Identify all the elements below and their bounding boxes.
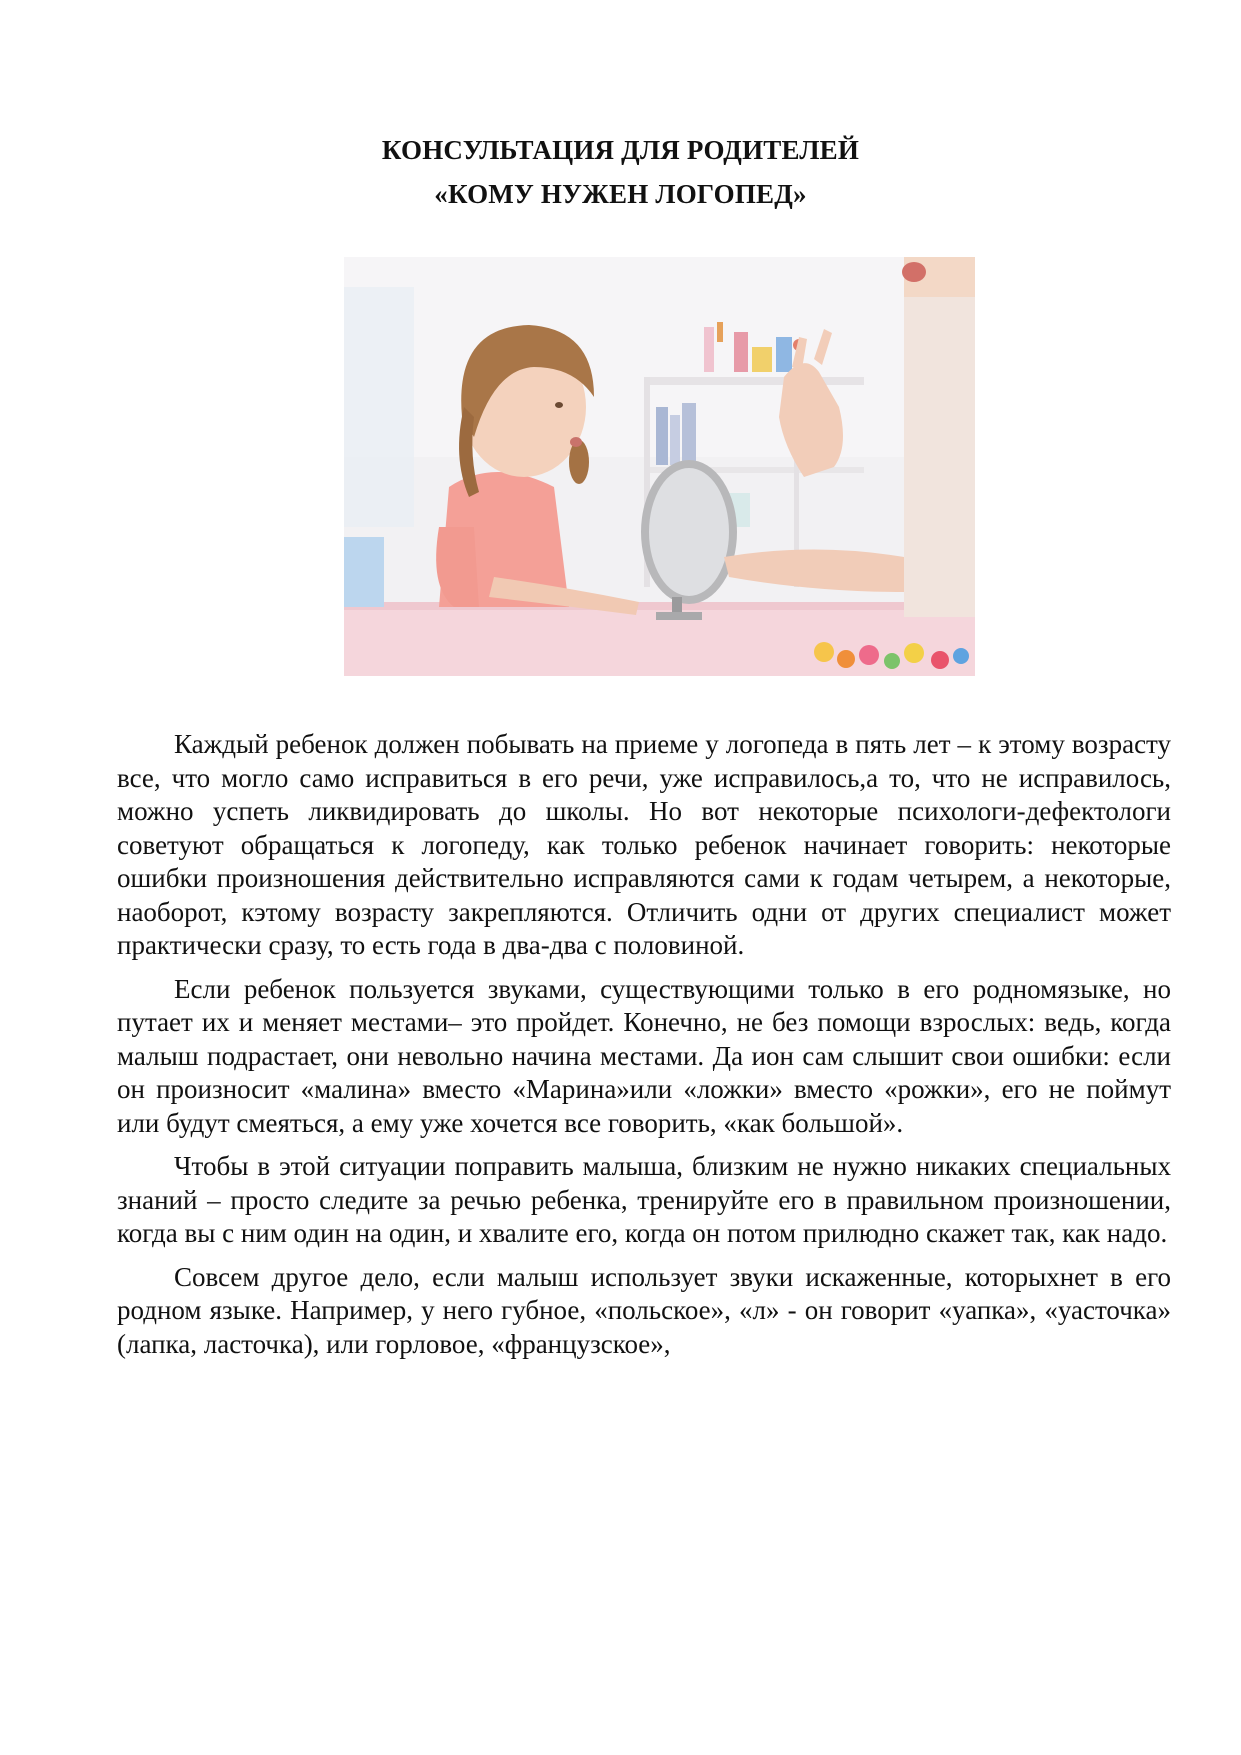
paragraph-1: Каждый ребенок должен побывать на приеме у логопеда в пять лет – к этому возрасту все, что могло само исправиться в его речи, уже исправилось,а то, что не исправилось, можно успеть ликвидировать до школы. Но вот некоторые психологи-дефектологи советуют обращаться к логопеду, как только ребенок начинает говорить: некоторые ошибки произношения действительно исправляются сами к годам четырем, а некоторые, наоборот, кэтому возрасту закрепляются. Отличить одни от других специалист может практически сразу, то есть года в два-два с половиной. — [117, 729, 1171, 960]
body-text — [117, 728, 1171, 1371]
photo-illustration — [344, 257, 975, 676]
speech-therapy-photo — [344, 257, 975, 676]
paragraph-3: Чтобы в этой ситуации поправить малыша, близким не нужно никаких специальных знаний – просто следите за речью ребенка, тренируйте его в правильном произношении, когда вы с ним один на один, и хвалите его, когда он потом прилюдно скажет так, как надо. — [117, 1151, 1171, 1248]
title-line-2: «КОМУ НУЖЕН ЛОГОПЕД» — [434, 179, 807, 209]
paragraph-2: Если ребенок пользуется звуками, существующими только в его родномязыке, но путает их и меняет местами– это пройдет. Конечно, не без помощи взрослых: ведь, когда малыш подрастает, они невольно начина местами. Да ион сам слышит свои ошибки: если он произносит «малина» вместо «Марина»или «ложки» вместо «рожки», его не поймут или будут смеяться, а ему уже хочется все говорить, «как большой». — [117, 973, 1171, 1138]
title-line-1: КОНСУЛЬТАЦИЯ ДЛЯ РОДИТЕЛЕЙ — [381, 135, 860, 165]
paragraph-4: Совсем другое дело, если малыш использует звуки искаженные, которыхнет в его родном языке. Например, у него губное, «польское», «л» - он говорит «уапка», «уасточка» (лапка, ласточка), или горловое, «французское», — [117, 1261, 1171, 1359]
title-block — [0, 128, 1241, 216]
